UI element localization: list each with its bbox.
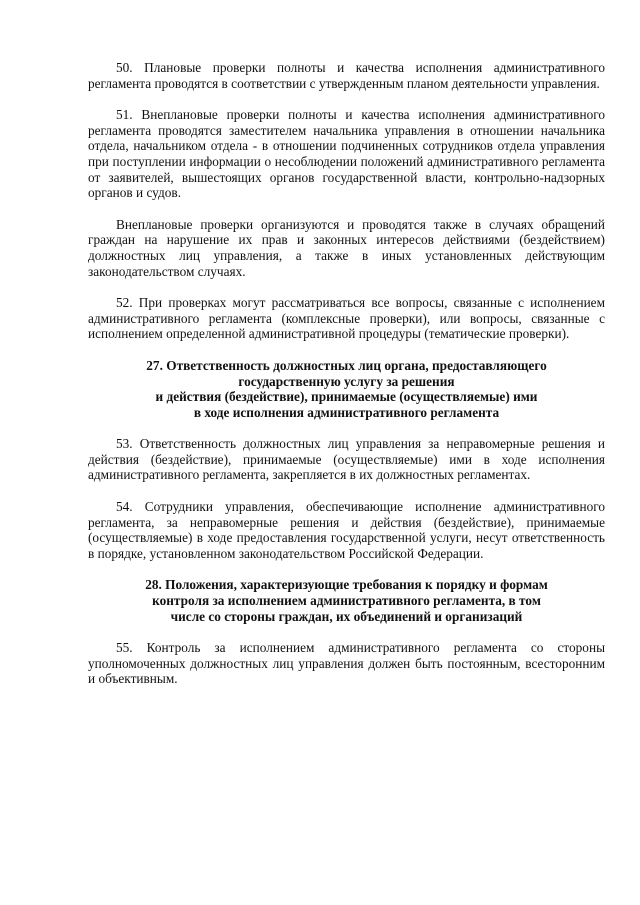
section-heading-28 bbox=[88, 577, 605, 624]
paragraph-52: 52. При проверках могут рассматриваться все вопросы, связанные с исполнением административного регламента (комплексные проверки), или вопросы, связанные с исполнением определенной административной процедуры (тематические проверки). bbox=[88, 295, 605, 342]
heading-28-line-2: контроля за исполнением административного регламента, в том bbox=[152, 593, 541, 609]
heading-27-line-2: государственную услугу за решения bbox=[238, 373, 455, 389]
heading-28-line-3: числе со стороны граждан, их объединений и организаций bbox=[170, 608, 523, 624]
heading-27-line-1: 27. Ответственность должностных лиц органа, предоставляющего bbox=[146, 357, 547, 373]
paragraph-51-unscheduled: Внеплановые проверки организуются и проводятся также в случаях обращений граждан на нарушение их прав и законных интересов действиями (бездействием) должностных лиц управления, а также в иных установленных действующим законодательством случаях. bbox=[88, 216, 605, 279]
heading-28-line-1: 28. Положения, характеризующие требования к порядку и формам bbox=[145, 577, 548, 593]
section-heading-27 bbox=[88, 358, 605, 420]
heading-27-line-4: в ходе исполнения административного регламента bbox=[193, 404, 500, 420]
paragraph-50: 50. Плановые проверки полноты и качества исполнения административного регламента проводятся в соответствии с утвержденным планом деятельности управления. bbox=[88, 60, 605, 91]
paragraph-53: 53. Ответственность должностных лиц управления за неправомерные решения и действия (бездействие), принимаемые (осуществляемые) ими в ходе исполнения административного регламента, закрепляется в их должностных регламентах. bbox=[88, 436, 605, 483]
paragraph-55: 55. Контроль за исполнением административного регламента со стороны уполномоченных должностных лиц управления должен быть постоянным, всесторонним и объективным. bbox=[88, 640, 605, 687]
document-page bbox=[88, 60, 605, 687]
paragraph-51: 51. Внеплановые проверки полноты и качества исполнения административного регламента проводятся заместителем начальника управления в отношении начальника отдела, начальником отдела - в отношении подчиненных сотрудников отдела управления при поступлении информации о несоблюдении положений административного регламента от заявителей, вышестоящих органов государственной власти, контрольно-надзорных органов и судов. bbox=[88, 107, 605, 201]
paragraph-54: 54. Сотрудники управления, обеспечивающие исполнение административного регламента, за неправомерные решения и действия (бездействие), принимаемые (осуществляемые) в ходе предоставления государственной услуги, несут ответственность в порядке, установленном законодательством Российской Федерации. bbox=[88, 499, 605, 561]
heading-27-line-3: и действия (бездействие), принимаемые (осуществляемые) ими bbox=[155, 389, 538, 405]
